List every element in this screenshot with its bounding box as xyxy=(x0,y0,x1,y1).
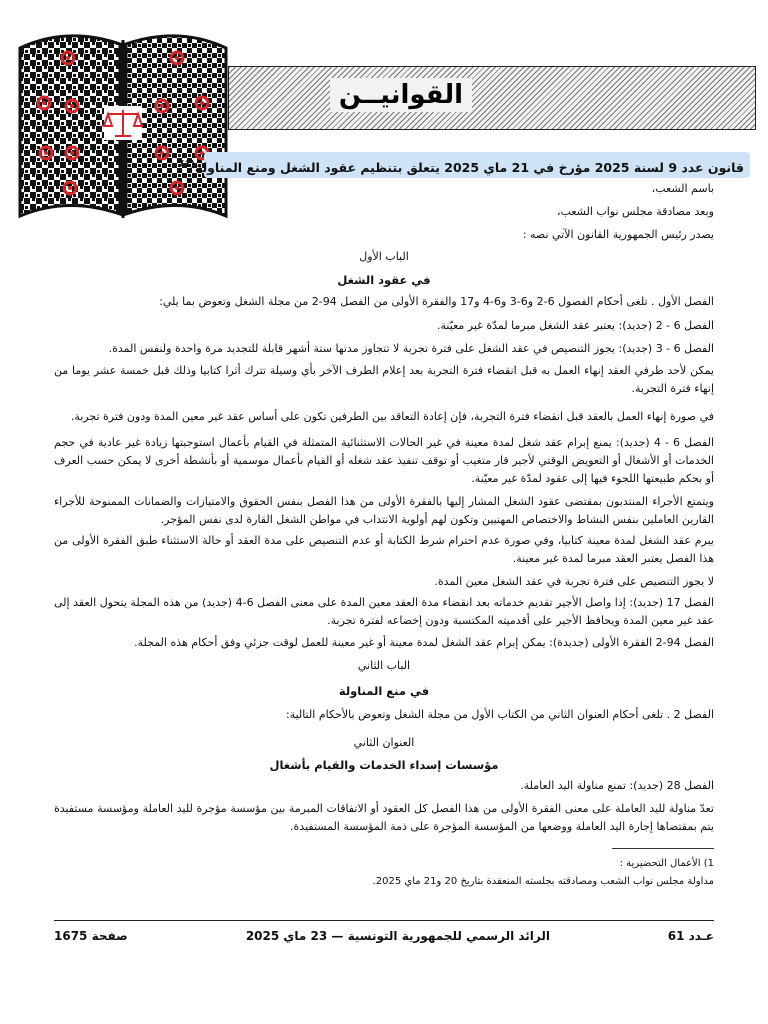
article-paragraph: يبرم عقد الشغل لمدة معينة كتابيا، وفي صورة عدم احترام شرط الكتابة أو عدم التنصيص على مدة العقد أو حالة الاستثناء طبق الفقرة الأولى من هذا الفصل يعتبر العقد مبرما لمدة غير معينة. xyxy=(54,534,714,565)
article-paragraph: الفصل الأول . تلغى أحكام الفصول 6-2 و6-3 و6-4 و17 والفقرة الأولى من الفصل 94-2 من مجلة الشغل وتعوض بما يلي: xyxy=(159,295,714,308)
article-paragraph: في صورة إنهاء العمل بالعقد قبل انقضاء فترة التجربة، فإن إعادة التعاقد بين الطرفين تكون على أساس عقد غير معين المدة ودون فترة تجربة. xyxy=(70,410,714,423)
article-paragraph: لا يجوز التنصيص على فترة تجربة في عقد الشغل معين المدة. xyxy=(434,575,714,588)
gazette-name: الرائد الرسمي للجمهورية التونسية — 23 ماي 2025 xyxy=(245,929,550,943)
footnote-label: 1) الأعمال التحضيرية : xyxy=(619,858,714,869)
footnote-ref: (1) xyxy=(180,160,195,170)
article-paragraph: يمكن لأحد طرفي العقد إنهاء العمل به قبل انقضاء فترة التجربة بعد إعلام الطرف الآخر بأي وسيلة تترك أثرا كتابيا وذلك قبل خمسة عشر يوما من إنهاء فترة التجربة. xyxy=(54,364,714,395)
title-label: العنوان الثاني xyxy=(353,736,415,749)
part-label: الباب الثاني xyxy=(357,659,411,672)
article-paragraph: الفصل 94-2 الفقرة الأولى (جديدة): يمكن إبرام عقد الشغل لمدة معينة أو غير معينة للعمل لوقت جزئي وفق أحكام هذه المجلة. xyxy=(134,636,714,649)
title-heading: مؤسسات إسداء الخدمات والقيام بأشغال xyxy=(269,758,499,772)
article-paragraph: ويتمتع الأجراء المنتدبون بمقتضى عقود الشغل المشار إليها بالفقرة الأولى من هذا الفصل بنفس الحقوق والامتيازات والضمانات الممنوحة للأجراء القارين العاملين بنفس النشاط والاختصاص المهنيين وتكون لهم أولوية الانتداب في مواطن الشغل القارة لدى نفس المؤجر. xyxy=(54,495,714,526)
law-heading xyxy=(180,152,750,178)
article-paragraph: الفصل 17 (جديد): إذا واصل الأجير تقديم خدماته بعد انقضاء مدة العقد معين المدة على معنى الفصل 6-4 (جديد) من هذه المجلة يتحول العقد إلى عقد غير معين المدة ويحافظ الأجير على أقدميته المكتسبة ودون إخضاعه لفترة تجربة. xyxy=(54,596,714,627)
preamble-line: باسم الشعب، xyxy=(651,182,714,195)
preamble-line: يصدر رئيس الجمهورية القانون الآتي نصه : xyxy=(522,228,714,241)
preamble-line: وبعد مصادقة مجلس نواب الشعب، xyxy=(557,205,714,218)
article-paragraph: الفصل 2 . تلغى أحكام العنوان الثاني من الكتاب الأول من مجلة الشغل وتعوض بالأحكام التالية: xyxy=(285,708,714,721)
footnote-divider xyxy=(612,848,714,849)
page-number: صفحة 1675 xyxy=(54,929,128,943)
part-label: الباب الأول xyxy=(359,250,409,263)
part-title: في عقود الشغل xyxy=(337,273,431,287)
issue-number: عـدد 61 xyxy=(667,929,714,943)
law-heading-text: قانون عدد 9 لسنة 2025 مؤرخ في 21 ماي 2025 يتعلق بتنظيم عقود الشغل ومنع المناولة xyxy=(194,160,744,176)
section-title: القوانيــن xyxy=(330,78,472,112)
article-paragraph: تعدّ مناولة لليد العاملة على معنى الفقرة الأولى من هذا الفصل كل العقود أو الاتفاقات المبرمة بين مؤسسة مؤجرة لليد العاملة ومؤسسة مستفيدة يتم بمقتضاها إجارة اليد العاملة ووضعها من المؤسسة المؤجرة على ذمة المؤسسة المستفيدة. xyxy=(54,802,714,833)
footer-divider xyxy=(54,920,714,921)
article-paragraph: الفصل 6 - 3 (جديد): يجوز التنصيص في عقد الشغل على فترة تجربة لا تتجاوز مدتها ستة أشهر قابلة للتجديد مرة واحدة ولنفس المدة. xyxy=(108,342,714,355)
article-paragraph: الفصل 28 (جديد): تمنع مناولة اليد العاملة. xyxy=(520,779,714,792)
article-paragraph: الفصل 6 - 4 (جديد): يمنع إبرام عقد شغل لمدة معينة في غير الحالات الاستثنائية المتمثلة في القيام بأعمال استوجبتها زيادة غير عادية في حجم الخدمات أو الأشغال أو التعويض الوقتي لأجير قار متغيب أو توقف تنفيذ عقد شغله أو القيام بأعمال موسمية أو بأنشطة أخرى لا يمكن حسب العرف أو بحكم طبيعتها اللجوء فيها إلى عقود لمدّة غير معيّنة. xyxy=(54,436,714,485)
footnote-text: مداولة مجلس نواب الشعب ومصادقته بجلسته المنعقدة بتاريخ 20 و21 ماي 2025. xyxy=(372,876,714,887)
title-banner xyxy=(228,66,756,130)
article-paragraph: الفصل 6 - 2 (جديد): يعتبر عقد الشغل مبرما لمدّة غير معيّنة. xyxy=(437,319,714,332)
part-title: في منع المناولة xyxy=(338,684,430,698)
